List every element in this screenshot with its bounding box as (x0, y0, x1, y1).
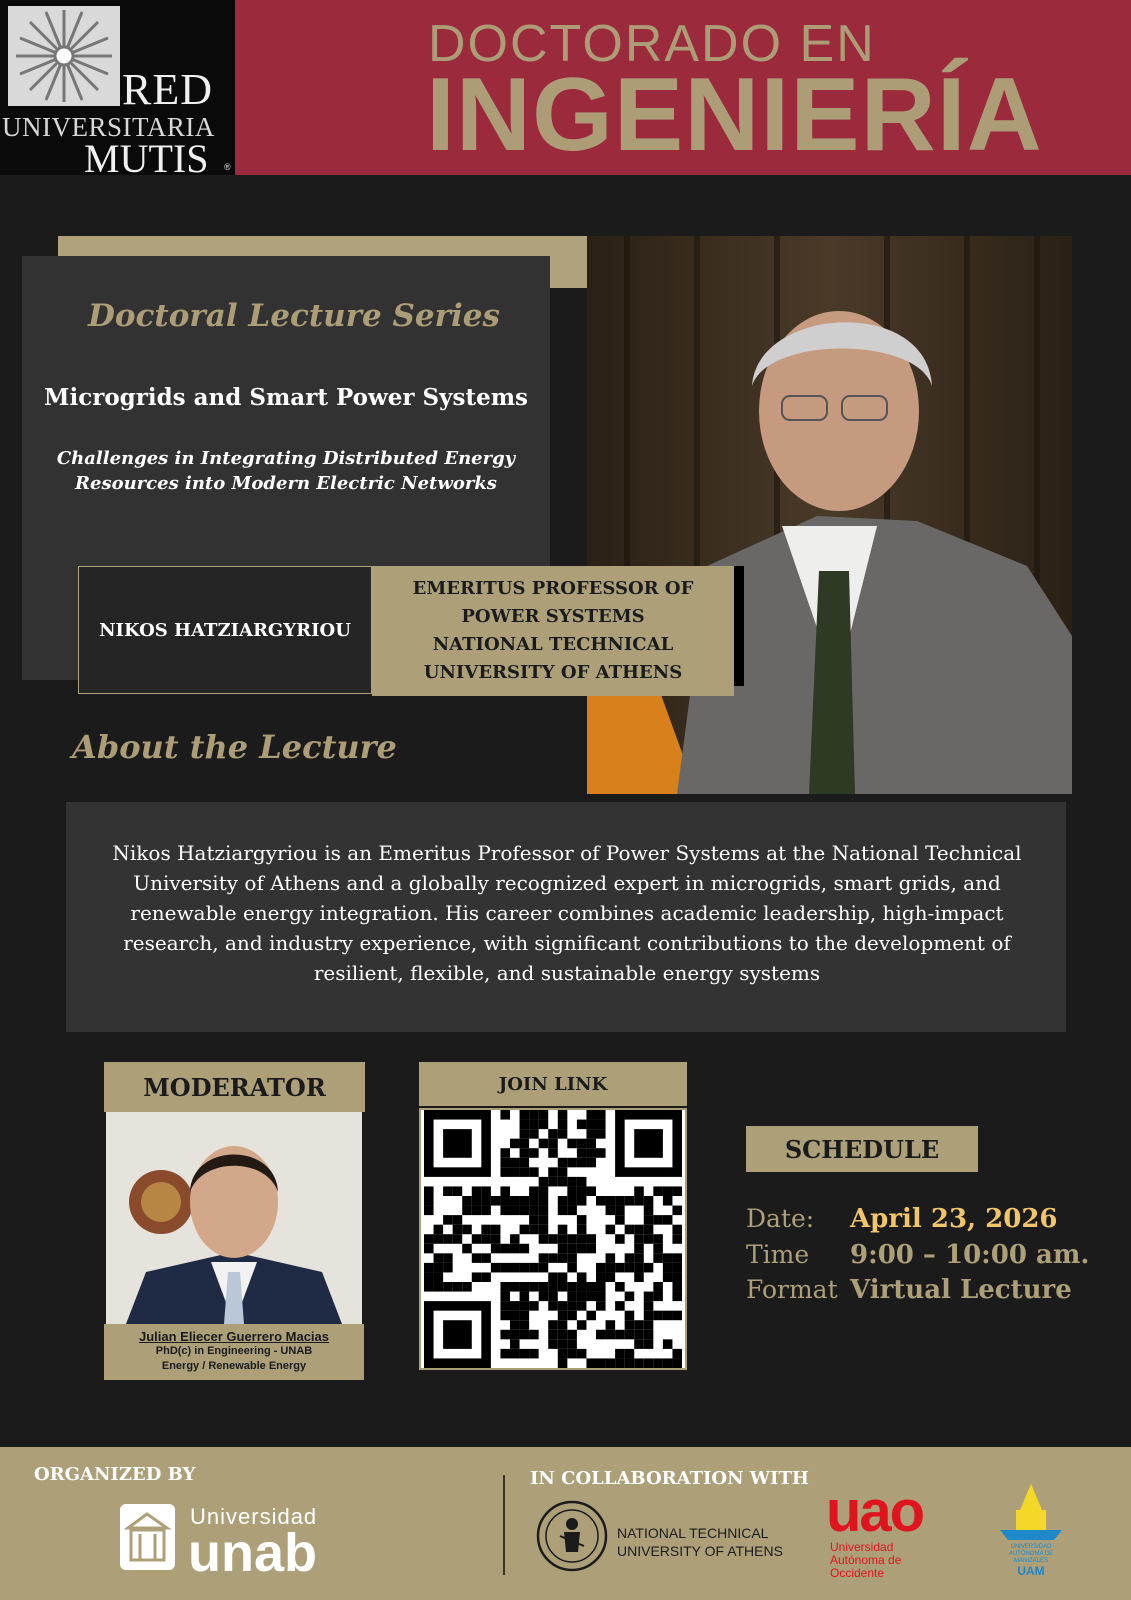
join-link-heading: JOIN LINK (498, 1073, 608, 1095)
program-title-main: INGENIERÍA (426, 57, 1043, 173)
about-text: Nikos Hatziargyriou is an Emeritus Professor of Power Systems at the National Technical University of Athens and a globally recognized expert in microgrids, smart grids, and renewable energy integration. His career combines academic leadership, high-impact research, and industry experience, with significant contributions to the development of resilient, flexible, and sustainable energy systems (112, 841, 1022, 985)
ntua-seal-icon (536, 1500, 608, 1572)
speaker-role-line: NATIONAL TECHNICAL (432, 634, 674, 655)
uao-logo: uao (826, 1479, 924, 1544)
moderator-caption (104, 1324, 364, 1380)
speaker-role-line: POWER SYSTEMS (461, 606, 645, 627)
series-title: Doctoral Lecture Series (88, 298, 500, 334)
uam-line-3: MANIZALES (1013, 1558, 1049, 1564)
moderator-heading: MODERATOR (143, 1072, 326, 1102)
lecture-subtitle (40, 446, 532, 496)
moderator-name: Julian Eliecer Guerrero Macias (138, 1329, 330, 1344)
speaker-role-line: EMERITUS PROFESSOR OF (412, 578, 694, 599)
logo-universitaria-text: UNIVERSITARIA (2, 112, 215, 142)
lecture-subtitle-line-2: Resources into Modern Electric Networks (75, 473, 497, 494)
about-title: About the Lecture (72, 728, 397, 766)
schedule-heading-box (746, 1126, 978, 1172)
uao-name-line-3: Occidente (830, 1566, 885, 1580)
uam-line-1: UNIVERSIDAD (1010, 1544, 1052, 1550)
footer-divider (503, 1475, 505, 1575)
uam-line-2: AUTÓNOMA DE (1008, 1551, 1054, 1557)
lecture-title: Microgrids and Smart Power Systems (44, 384, 528, 411)
ntua-name-line-1: NATIONAL TECHNICAL (617, 1525, 769, 1541)
moderator-field: Energy / Renewable Energy (161, 1360, 307, 1372)
join-link-heading-box (419, 1062, 687, 1106)
unab-building-icon (120, 1504, 175, 1570)
moderator-degree: PhD(c) in Engineering - UNAB (155, 1345, 313, 1357)
logo-mutis-text: MUTIS (84, 136, 209, 181)
uao-name (830, 1541, 901, 1580)
speaker-name-box (78, 566, 372, 694)
qr-code-frame[interactable] (419, 1108, 687, 1370)
program-title-top: DOCTORADO EN (428, 15, 876, 73)
moderator-heading-box (104, 1062, 365, 1112)
ntua-name (617, 1524, 783, 1560)
speaker-name: NIKOS HATZIARGYRIOU (99, 619, 351, 641)
format-label: Format (746, 1275, 838, 1304)
uao-name-line-1: Universidad (830, 1540, 894, 1554)
uam-line-4: UAM (1017, 1564, 1045, 1578)
date-label: Date: (746, 1204, 815, 1233)
qr-code-icon[interactable] (421, 1110, 685, 1368)
lecture-subtitle-line-1: Challenges in Integrating Distributed Energy (56, 448, 516, 469)
registered-mark: ® (224, 162, 231, 172)
time-value: 9:00 – 10:00 am. (850, 1240, 1090, 1270)
speaker-photo (587, 236, 1072, 794)
uao-name-line-2: Autónoma de (830, 1553, 902, 1567)
logo-red-text: RED (122, 65, 213, 114)
format-value: Virtual Lecture (850, 1275, 1072, 1305)
sunburst-logo-icon (8, 6, 120, 106)
ntua-name-line-2: UNIVERSITY OF ATHENS (617, 1543, 783, 1559)
speaker-role-box (372, 566, 734, 696)
speaker-role-line: UNIVERSITY OF ATHENS (423, 662, 683, 683)
time-label: Time (746, 1240, 810, 1269)
collaboration-title: IN COLLABORATION WITH (530, 1468, 809, 1489)
schedule-heading: SCHEDULE (784, 1134, 940, 1164)
date-value: April 23, 2026 (850, 1204, 1058, 1234)
uam-logo-icon (994, 1480, 1068, 1590)
unab-logo-top: Universidad (190, 1504, 318, 1529)
moderator-photo (106, 1112, 362, 1324)
organized-by-title: ORGANIZED BY (34, 1464, 196, 1485)
unab-logo-main: unab (188, 1523, 317, 1583)
